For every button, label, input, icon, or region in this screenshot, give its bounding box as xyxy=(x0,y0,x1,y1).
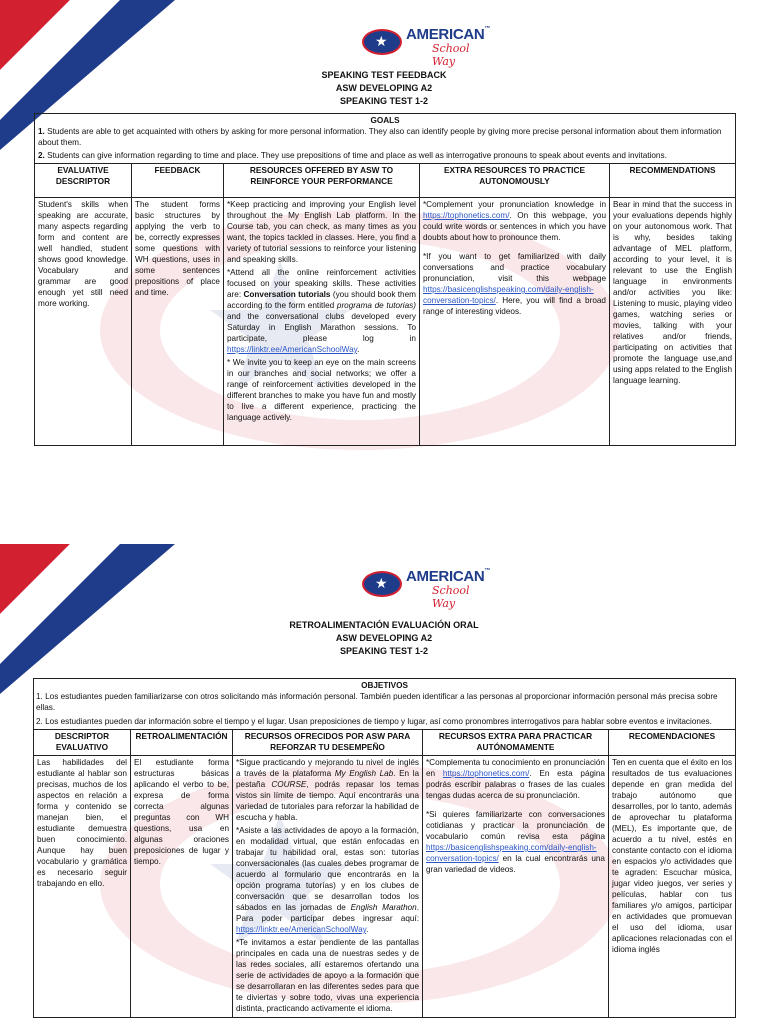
star-logo-icon: ★ xyxy=(362,29,402,55)
resources-es-p2b: . Para poder participar debes ingresar aquí: xyxy=(236,903,420,923)
brand-logo xyxy=(362,26,492,68)
document-titles-es xyxy=(0,619,768,658)
extra-p1 xyxy=(423,199,606,243)
document-titles xyxy=(0,69,768,108)
title-es-line-2: ASW DEVELOPING A2 xyxy=(335,633,433,643)
resources-es-p1a: *Sigue practicando y mejorando tu nivel de inglés a través de la plataforma xyxy=(236,758,419,778)
header-es-feedback: RETROALIMENTACIÓN xyxy=(131,730,233,756)
brand-tm: ™ xyxy=(484,26,491,32)
resources-es-p1b: . En la pestaña xyxy=(236,769,419,789)
goal-2-text: Students can give information regarding to time and place. They use prepositions of time and place as well as interrogative pronouns to speak about events and invitations. xyxy=(44,151,667,160)
extra-es-p1b: . En esta página podrás escribir palabras o frases de las cuales tengas dudas acerca de su pronunciación. xyxy=(426,769,605,800)
recommendations-text-es: Ten en cuenta que el éxito en los resultados de tus evaluaciones depende en gran medida del trabajo autónomo que desarrolles, por lo tanto, además de aprovechar tu plataforma (MEL), Es importante que, de acuerdo a tu nivel, estés en constante contacto con el idioma en espacios y/o actividades que te agraden: Escuchar música, jugar video juegos, ver series y películas, hablar con tus familiares y/o amigos, participar en actividades que promuevan el uso del idioma, usar aplicaciones relacionadas con el idioma inglés xyxy=(612,758,733,954)
header-feedback: FEEDBACK xyxy=(132,164,224,198)
extra-es-p1a: *Complementa tu conocimiento en pronunciación en xyxy=(426,758,605,778)
goal-2-num: 2. xyxy=(38,151,45,160)
title-line-1: SPEAKING TEST FEEDBACK xyxy=(321,70,447,80)
goal-2 xyxy=(38,150,732,161)
goal-es-2-num: 2. xyxy=(36,717,43,726)
resources-es-p2c: . xyxy=(366,925,369,934)
title-line-2: ASW DEVELOPING A2 xyxy=(335,83,433,93)
resources-p2b: Conversation tutorials xyxy=(243,290,331,299)
descriptor-cell xyxy=(35,198,132,446)
feedback-table xyxy=(34,113,736,446)
resources-p2e: and the conversational clubs developed every Saturday in English Marathon sessions. To participate, please log in xyxy=(227,312,416,343)
descriptor-cell-es xyxy=(34,756,131,1018)
extra-cell-es xyxy=(423,756,609,1018)
resources-es-p1c: , podrás repasar los temas vistos sin límite de tiempo. Aquí encontrarás una variedad de tutoriales para reforzar la habilidad de escucha y habla. xyxy=(236,780,419,822)
goal-es-1-num: 1. xyxy=(36,692,43,701)
extra-p2a: *If you want to get familiarized with daily conversations and practice vocabulary pronunciation, visit this webpage xyxy=(423,252,606,283)
brand-tagline-2: School Way xyxy=(432,584,470,610)
extra-cell xyxy=(420,198,610,446)
header-descriptor: EVALUATIVE DESCRIPTOR xyxy=(35,164,132,198)
resources-p3: * We invite you to keep an eye on the main screens in our branches and social networks; we offer a range of reinforcement activities developed in the different branches to make you have fun and mostly to live a different experience, practicing the language actively. xyxy=(227,358,416,422)
feedback-text-es: El estudiante forma estructuras básicas aplicando el verbo to be, expresa de forma correcta algunas preguntas con WH questions, usa en algunas oraciones preposiciones de lugar y tiempo. xyxy=(134,758,229,866)
goal-es-2-text: Los estudiantes pueden dar información sobre el tiempo y el lugar. Usan preposiciones de tiempo y lugar, así como pronombres interrogativos para hablar sobre eventos e invitaciones. xyxy=(42,717,712,726)
header-es-descriptor: DESCRIPTOR EVALUATIVO xyxy=(34,730,131,756)
resources-es-p2em: English Marathon xyxy=(350,903,417,912)
resources-es-p2a: *Asiste a las actividades de apoyo a la formación, en modalidad virtual, que están enfocadas en trabajar tu habilidad oral, estas son: tutorías conversacionales (las cuales debes programar de acuerdo al formulario que encontrarás en la opción programa tutorías) y en los clubes de conversación que se desarrollan todos los sábados en las jornadas de xyxy=(236,826,419,912)
header-es-extra: RECURSOS EXTRA PARA PRACTICAR AUTÓNOMAMENTE xyxy=(423,730,609,756)
resources-p1: *Keep practicing and improving your English level throughout the My English Lab platform. In the Course tab, you can check, as many times as you want, the topics tackled in classes. Here, you find a variety of tutorial sessions to reinforce your listening and speaking skills. xyxy=(227,200,416,264)
header-resources: RESOURCES OFFERED BY ASW TO REINFORCE YOUR PERFORMANCE xyxy=(224,164,420,198)
basicenglish-link[interactable]: https://basicenglishspeaking.com/daily-english-conversation-topics/ xyxy=(423,285,594,305)
resources-p2 xyxy=(227,267,416,355)
goals-cell xyxy=(35,114,736,164)
tophonetics-link-es[interactable]: https://tophonetics.com/ xyxy=(442,769,530,778)
brand-tm-2: ™ xyxy=(484,568,491,574)
extra-es-p2b: en la cual encontrarás una gran variedad de videos. xyxy=(426,854,605,874)
extra-p1b: . On this webpage, you could write words or sentences in which you have doubts about how to pronounce them. xyxy=(423,211,606,242)
brand-name: AMERICAN xyxy=(406,26,485,43)
header-es-recommendations: RECOMENDACIONES xyxy=(609,730,736,756)
document-page-spanish xyxy=(0,544,768,1024)
goal-es-1 xyxy=(36,691,733,713)
goals-title: GOALS xyxy=(370,116,400,125)
feedback-cell-es xyxy=(131,756,233,1018)
goal-es-1-text: Los estudiantes pueden familiarizarse con otros solicitando más información personal. También pueden identificar a las personas al proporcionar información personal más precisa sobre ellas. xyxy=(36,692,718,712)
resources-cell-es xyxy=(233,756,423,1018)
header-extra: EXTRA RESOURCES TO PRACTICE AUTONOMOUSLY xyxy=(420,164,610,198)
extra-es-p1 xyxy=(426,757,605,801)
goals-cell-es xyxy=(34,679,736,730)
header-es-resources: RECURSOS OFRECIDOS POR ASW PARA REFORZAR TU DESEMPEÑO xyxy=(233,730,423,756)
linktree-link-es[interactable]: https://linktr.ee/AmericanSchoolWay xyxy=(236,925,367,934)
feedback-table-es xyxy=(33,678,736,1018)
tophonetics-link[interactable]: https://tophonetics.com/ xyxy=(423,211,510,220)
extra-es-p2a: *Si quieres familiarizarte con conversaciones cotidianas y practicar la pronunciación de vocabulario común revisa esta página xyxy=(426,810,605,841)
brand-logo-2 xyxy=(362,568,492,610)
header-recommendations: RECOMMENDATIONS xyxy=(610,164,736,198)
extra-p2b: . Here, you will find a broad range of interesting videos. xyxy=(423,296,606,316)
recommendations-text: Bear in mind that the success in your evaluations depends highly on your autonomous work. That is why, besides taking advantage of MEL platform, according to your level, it is relevant to use the English language in environments and/or activities you like: Listening to music, playing video games, watching series or movies, talking with your relatives and/or friends, participating on activities that promote the language use,and using apps related to the English language learning. xyxy=(613,200,733,385)
document-page-english xyxy=(0,0,768,490)
resources-es-p1em: My English Lab xyxy=(334,769,394,778)
goal-1-num: 1. xyxy=(38,127,45,136)
feedback-cell xyxy=(132,198,224,446)
goal-1-text: Students are able to get acquainted with others by asking for more personal information. They also can identify people by giving more precise personal information about them information about them. xyxy=(38,127,722,147)
resources-p2c: (you should book them according to the form entitled xyxy=(227,290,416,310)
brand-tagline: School Way xyxy=(432,42,470,68)
goal-es-2 xyxy=(36,716,733,727)
descriptor-text-es: Las habilidades del estudiante al hablar son precisas, muchos de los aspectos en relación a forma y contenido se manejan bien, el estudiante demuestra buen conocimiento. Aunque hay buen vocabulario y gramática es necesario seguir trabajando en ello. xyxy=(37,758,127,888)
resources-p2d: programa de tutorias) xyxy=(336,301,416,310)
resources-es-p1 xyxy=(236,757,419,823)
star-logo-icon-2: ★ xyxy=(362,571,402,597)
goals-title-es: OBJETIVOS xyxy=(361,681,408,690)
recommendations-cell xyxy=(610,198,736,446)
basicenglish-link-es[interactable]: https://basicenglishspeaking.com/daily-english-conversation-topics/ xyxy=(426,843,597,863)
resources-es-p1em2: COURSE xyxy=(271,780,307,789)
resources-es-p2 xyxy=(236,825,419,935)
extra-p1a: *Complement your pronunciation knowledge in xyxy=(423,200,606,209)
recommendations-cell-es xyxy=(609,756,736,1018)
descriptor-text: Student's skills when speaking are accurate, many aspects regarding form and content are well handled, student shows good knowledge. Vocabulary and grammar are good enough yet still need more working. xyxy=(38,200,128,308)
page-gap xyxy=(0,490,768,544)
brand-name-2: AMERICAN xyxy=(406,568,485,585)
resources-es-p3: *Te invitamos a estar pendiente de las pantallas principales en cada una de nuestras sedes y de las redes sociales, allí estaremos ofertando una serie de actividades de apoyo a la formación que se desarrollaran en las diferentes sedes para que te diviertas y sobre todo, vivas una experiencia distinta, practicando activamente el idioma. xyxy=(236,938,419,1013)
feedback-text: The student forms basic structures by applying the verb to be, correctly expresses some questions with WH questions, uses in some sentences prepositions of place and time. xyxy=(135,200,220,297)
goal-1 xyxy=(38,126,732,148)
resources-p2f: . xyxy=(357,345,360,354)
linktree-link[interactable]: https://linktr.ee/AmericanSchoolWay xyxy=(227,345,358,354)
title-es-line-3: SPEAKING TEST 1-2 xyxy=(339,646,429,656)
extra-p2 xyxy=(423,251,606,317)
title-es-line-1: RETROALIMENTACIÓN EVALUACIÓN ORAL xyxy=(289,620,479,630)
title-line-3: SPEAKING TEST 1-2 xyxy=(339,96,429,106)
resources-cell xyxy=(224,198,420,446)
extra-es-p2 xyxy=(426,809,605,875)
resources-p2a: *Attend all the online reinforcement activities focused on your speaking skills. These activities are: xyxy=(227,268,416,299)
